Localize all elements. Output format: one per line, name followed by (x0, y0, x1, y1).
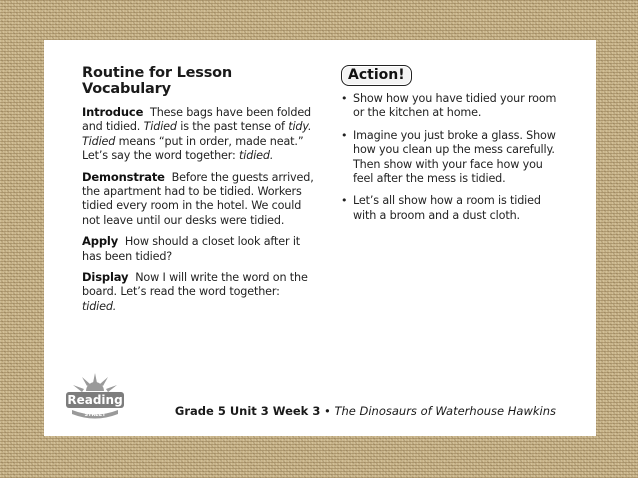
section-apply (82, 234, 314, 264)
logo-subtext: STREET (84, 412, 106, 418)
routine-column (82, 65, 314, 320)
section-text-italic: tidy. (288, 120, 312, 134)
section-demonstrate (82, 170, 314, 229)
action-item: • Show how you have tidied your room or the kitchen at home. (341, 92, 566, 121)
section-text: means “put in order, made neat.” Let’s say the word together: (82, 134, 304, 163)
footer-grade: Grade 5 Unit 3 Week 3 (174, 404, 321, 418)
section-text: How should a closet look after it has been tidied? (82, 235, 301, 263)
reading-street-logo (62, 365, 128, 421)
section-text-italic: tidied. (82, 299, 117, 313)
section-display (82, 270, 314, 314)
section-text-italic: Tidied (143, 120, 177, 134)
section-text-italic: Tidied (82, 134, 116, 148)
footer (175, 404, 556, 418)
action-column (341, 64, 566, 231)
section-label: Display (82, 270, 129, 285)
routine-title: Routine for Lesson Vocabulary (82, 65, 233, 97)
section-introduce (82, 105, 314, 164)
section-text: is the past tense of (176, 120, 289, 134)
action-item: • Imagine you just broke a glass. Show how you clean up the mess carefully. Then show with your face how you feel after the mess is tidied. (341, 129, 566, 187)
vocabulary-card (44, 40, 596, 436)
section-label: Demonstrate (82, 169, 165, 184)
footer-separator: • (324, 404, 331, 418)
section-label: Apply (82, 234, 119, 249)
section-text: Before the guests arrived, the apartment had to be tidied. Workers tidied every room in the hotel. We could not leave until our desks were tidied. (82, 170, 314, 227)
section-text: Now I will write the word on the board. Let’s read the word together: (82, 271, 308, 299)
section-text-italic: tidied. (239, 149, 274, 163)
section-text: These bags have been folded and tidied. (82, 106, 312, 134)
footer-book-title: The Dinosaurs of Waterhouse Hawkins (334, 404, 556, 418)
section-label: Introduce (82, 105, 144, 119)
action-item: • Let’s all show how a room is tidied with a broom and a dust cloth. (341, 194, 566, 223)
action-badge: Action! (341, 65, 412, 86)
logo-text: Reading (67, 393, 123, 407)
action-list (341, 92, 566, 223)
